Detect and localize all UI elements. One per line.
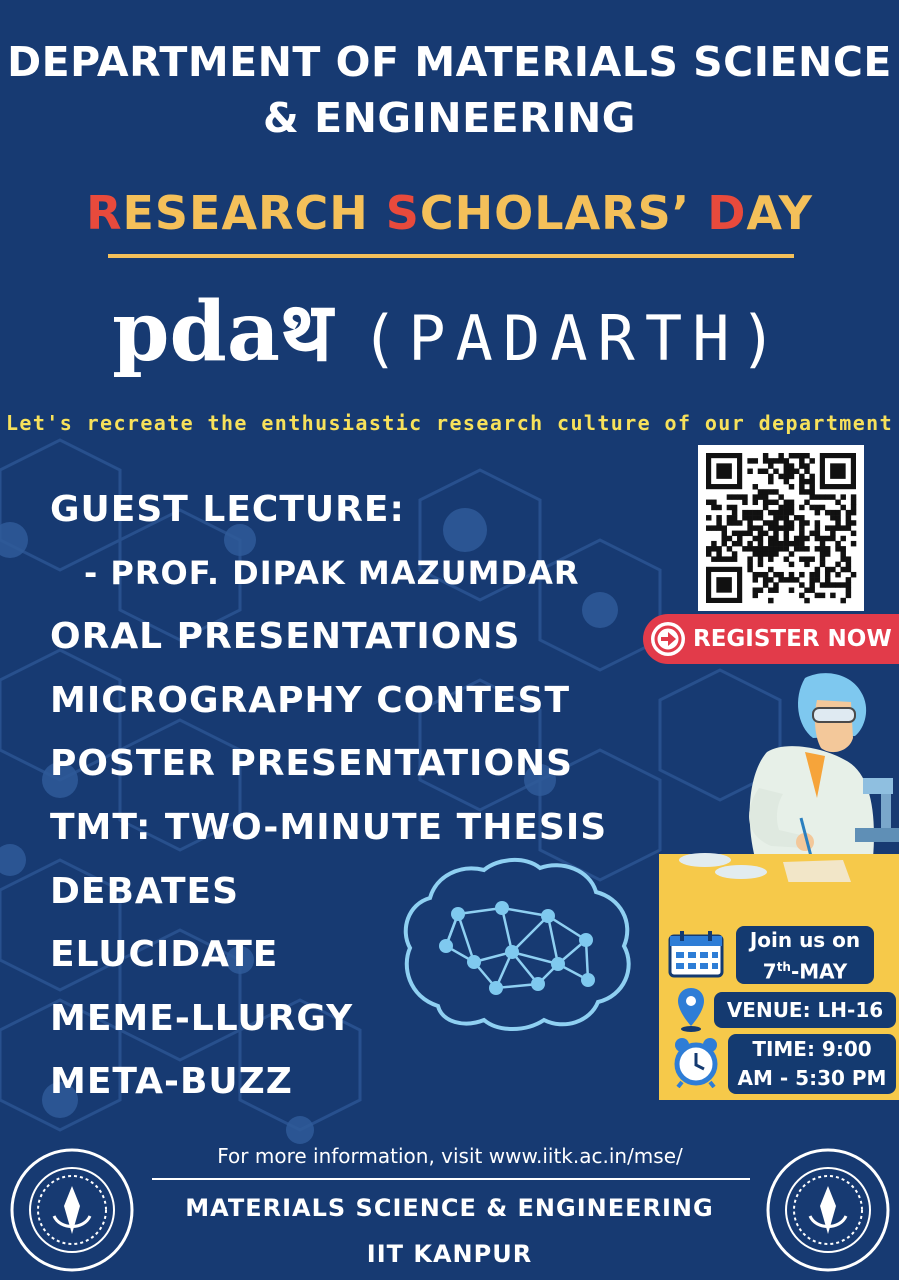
register-now-label: REGISTER NOW (693, 626, 892, 652)
event-item: MEME-LLURGY (50, 997, 354, 1039)
register-now-button[interactable] (643, 614, 899, 664)
registration-qr-code[interactable] (698, 445, 864, 611)
title-part-cholars: CHOLARS’ (419, 186, 708, 240)
department-name-line1: DEPARTMENT OF MATERIALS SCIENCE (7, 38, 892, 86)
time-line1: TIME: 9:00 (752, 1037, 872, 1061)
event-item: ELUCIDATE (50, 934, 279, 976)
iitk-seal-logo-right (764, 1146, 892, 1274)
event-item: META-BUZZ (50, 1061, 293, 1103)
qr-code-pattern (698, 445, 864, 611)
event-item: POSTER PRESENTATIONS (50, 743, 574, 785)
footer-divider (152, 1178, 750, 1180)
event-date (736, 954, 874, 985)
title-letter-r: R (86, 186, 123, 240)
title-letter-s: S (385, 186, 420, 240)
department-name-line2: & ENGINEERING (263, 94, 636, 142)
time-badge (728, 1034, 896, 1094)
event-item: TMT: TWO-MINUTE THESIS (50, 806, 608, 848)
padarth-word: pdaथ (112, 284, 333, 380)
calendar-icon (668, 930, 724, 978)
event-date-month: -MAY (790, 959, 848, 984)
tagline: Let's recreate the enthusiastic research culture of our department (5, 411, 894, 435)
join-us-text: Join us on (749, 928, 861, 952)
title-underline (108, 254, 794, 258)
time-line2: AM - 5:30 PM (737, 1066, 887, 1090)
location-pin-icon (676, 986, 706, 1032)
event-date-day: 7 (762, 959, 777, 984)
event-item: MICROGRAPHY CONTEST (50, 679, 570, 721)
padarth-logo (0, 272, 899, 399)
event-date-suffix: th (776, 960, 791, 974)
date-badge (736, 926, 874, 984)
padarth-latin: (PADARTH) (360, 302, 787, 375)
brain-network-illustration (398, 856, 638, 1034)
footer-department: MATERIALS SCIENCE & ENGINEERING (185, 1194, 714, 1222)
event-title (0, 182, 899, 244)
footer-institute: IIT KANPUR (366, 1240, 533, 1268)
event-item: - PROF. DIPAK MAZUMDAR (84, 553, 580, 592)
venue-badge: VENUE: LH-16 (714, 992, 896, 1028)
event-item: DEBATES (50, 870, 240, 912)
title-part-ay: AY (746, 186, 813, 240)
event-item: ORAL PRESENTATIONS (50, 616, 521, 658)
arrow-circle-icon (649, 620, 687, 658)
title-part-esearch: ESEARCH (122, 186, 386, 240)
alarm-clock-icon (672, 1036, 720, 1088)
title-letter-d: D (707, 186, 747, 240)
iitk-seal-logo-left (8, 1146, 136, 1274)
more-info-link-text[interactable]: For more information, visit www.iitk.ac.in/mse/ (217, 1144, 683, 1168)
event-item: GUEST LECTURE: (50, 489, 405, 530)
